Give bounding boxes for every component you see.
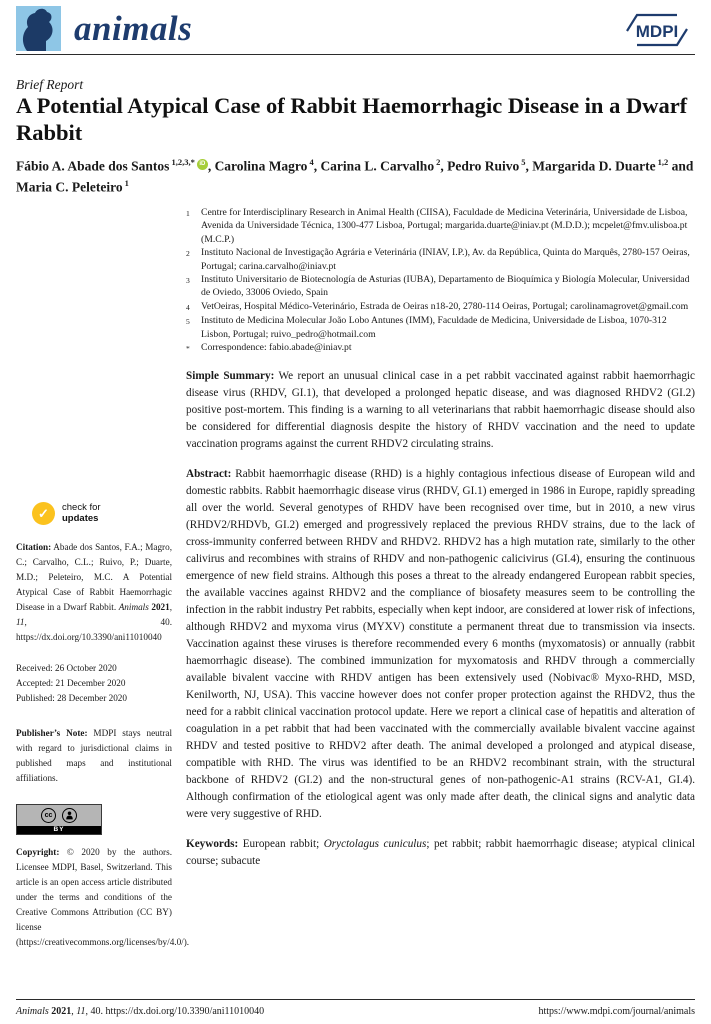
publisher-note bbox=[16, 726, 172, 786]
simple-summary-text: We report an unusual clinical case in a pet rabbit vaccinated against rabbit haemorrhagic disease virus (RHDV, GI.1), that developed a prolonged hepatic disease, and was diagnosed RHDV2 (GI.2) positive post-mortem. This finding is a warning to all veterinarians that rabbit haemorrhagic disease should also be considered for differential diagnosis despite the history of RHDV vaccination and the need to update vaccination programs against the current RHDV2 circulating strains. bbox=[186, 370, 695, 451]
citation-journal: Animals bbox=[118, 602, 149, 612]
cc-by-license-badge[interactable] bbox=[16, 804, 102, 835]
citation-volume: 11 bbox=[16, 617, 25, 627]
author-name: Carolina Magro bbox=[214, 158, 308, 174]
left-margin-column bbox=[16, 206, 190, 950]
author-name: Margarida D. Duarte bbox=[532, 158, 656, 174]
monkey-silhouette-icon bbox=[16, 6, 61, 51]
keywords-species-italic: Oryctolagus cuniculus bbox=[323, 838, 427, 851]
svg-text:MDPI: MDPI bbox=[635, 22, 679, 41]
copyright-text: © 2020 by the authors. Licensee MDPI, Basel, Switzerland. This article is an open access article distributed under the terms and conditions of the Creative Commons Attribution (CC BY) license (https://creativecommons.org/licenses/by/4.0/). bbox=[16, 847, 190, 947]
affiliation-text: Centre for Interdisciplinary Research in Animal Health (CIISA), Faculdade de Medicina Veterinária, Universidade de Lisboa, Avenida da Universidade Técnica, 1300-477 Lisboa, Portugal; margarida.duarte@iniav.pt (M.D.D.); mcpelet@fmv.ulisboa.pt (M.C.P.) bbox=[201, 207, 688, 245]
affiliation-number: 2 bbox=[186, 249, 190, 259]
cc-by-label: BY bbox=[17, 826, 101, 834]
affiliation-number: 4 bbox=[186, 302, 190, 312]
affiliation-item bbox=[186, 246, 695, 273]
affiliation-number: 3 bbox=[186, 276, 190, 286]
affiliation-text: Instituto Universitario de Biotecnología de Asturias (IUBA), Departamento de Bioquímica y Biología Molecular, Universidad de Oviedo, 33006 Oviedo, Spain bbox=[201, 274, 690, 299]
citation-label: Citation: bbox=[16, 542, 52, 552]
author-separator: , bbox=[440, 158, 448, 174]
affiliations-list bbox=[186, 206, 695, 355]
affiliation-item bbox=[186, 300, 695, 314]
journal-name: animals bbox=[74, 8, 193, 48]
check-icon: ✓ bbox=[32, 502, 55, 525]
author-separator: , bbox=[207, 158, 215, 174]
affiliation-number: 5 bbox=[186, 317, 190, 327]
author-name: Fábio A. Abade dos Santos bbox=[16, 158, 170, 174]
affiliation-text: Instituto Nacional de Investigação Agrária e Veterinária (INIAV, I.P.), Av. da República, Quinta do Marquês, 2780-157 Oeiras, Portugal; carina.carvalho@iniav.pt bbox=[201, 247, 690, 272]
author-affil-sup: 4 bbox=[309, 157, 314, 167]
publisher-note-text: MDPI stays neutral with regard to jurisdictional claims in published maps and institutional affiliations. bbox=[16, 728, 172, 783]
mdpi-logo bbox=[621, 9, 693, 51]
content-columns bbox=[16, 206, 695, 950]
copyright-block bbox=[16, 845, 190, 950]
author-affil-sup: 1,2 bbox=[657, 157, 669, 167]
footer-journal: Animals bbox=[16, 1006, 49, 1017]
published-date: Published: 28 December 2020 bbox=[16, 693, 127, 703]
simple-summary bbox=[186, 368, 695, 453]
author-name: Maria C. Peleteiro bbox=[16, 179, 123, 195]
keywords bbox=[186, 836, 695, 870]
authors-line bbox=[16, 156, 706, 198]
accepted-date: Accepted: 21 December 2020 bbox=[16, 678, 126, 688]
footer-doi-link[interactable]: , 40. https://dx.doi.org/10.3390/ani11010040 bbox=[85, 1006, 265, 1017]
affiliation-item bbox=[186, 273, 695, 300]
citation-text: Abade dos Santos, F.A.; Magro, C.; Carvalho, C.L.; Ruivo, P.; Duarte, M.D.; Peleteiro, M.C. A Potential Atypical Case of Rabbit Haemorrhagic Disease in a Dwarf Rabbit. bbox=[16, 542, 172, 612]
citation-comma: , bbox=[169, 602, 173, 612]
footer-comma: , bbox=[71, 1006, 77, 1017]
history-dates bbox=[16, 661, 172, 706]
author-separator: and bbox=[671, 158, 694, 174]
check-for-updates-badge[interactable] bbox=[32, 502, 172, 525]
author-name: Carina L. Carvalho bbox=[320, 158, 435, 174]
author-affil-sup: 1,2,3,* bbox=[171, 157, 195, 167]
footer-citation bbox=[16, 1006, 264, 1017]
affiliation-text: VetOeiras, Hospital Médico-Veterinário, Estrada de Oeiras n18-20, 2780-114 Oeiras, Portugal; carolinamagrovet@gmail.com bbox=[201, 300, 689, 312]
affiliation-number: 1 bbox=[186, 209, 190, 218]
footer-journal-url[interactable]: https://www.mdpi.com/journal/animals bbox=[538, 1006, 695, 1017]
simple-summary-label: Simple Summary: bbox=[186, 370, 275, 383]
badge-line1: check for bbox=[62, 502, 101, 513]
cc-badge-top bbox=[17, 805, 101, 826]
keywords-text: ; pet rabbit; rabbit haemorrhagic disease; atypical clinical course; subacute bbox=[186, 838, 696, 868]
header-rule bbox=[16, 54, 695, 55]
affiliation-text: Instituto de Medicina Molecular João Lobo Antunes (IMM), Faculdade de Medicina, Universidade de Lisboa, 1070-312 Lisbon, Portugal; ruivo_pedro@hotmail.com bbox=[201, 315, 667, 340]
citation-block bbox=[16, 540, 172, 645]
orcid-icon[interactable]: iD bbox=[197, 159, 208, 170]
affiliation-item bbox=[186, 206, 695, 246]
keywords-text: European rabbit; bbox=[242, 838, 324, 851]
mdpi-hexagon-icon bbox=[621, 9, 693, 51]
cc-icon: cc bbox=[41, 808, 56, 823]
author-separator: , bbox=[525, 158, 533, 174]
footer-rule bbox=[16, 999, 695, 1000]
footer-volume: 11 bbox=[76, 1006, 86, 1017]
received-date: Received: 26 October 2020 bbox=[16, 663, 117, 673]
check-for-updates-label bbox=[62, 503, 101, 524]
attribution-person-icon bbox=[62, 808, 77, 823]
author-separator: , bbox=[313, 158, 321, 174]
citation-doi-link[interactable]: , 40. https://dx.doi.org/10.3390/ani11010040 bbox=[16, 617, 172, 642]
copyright-label: Copyright: bbox=[16, 847, 60, 857]
author-affil-sup: 1 bbox=[124, 177, 129, 188]
animals-journal-logo bbox=[16, 6, 61, 51]
author-affil-sup: 5 bbox=[521, 157, 526, 167]
correspondence-item bbox=[186, 341, 695, 355]
footer-year: 2021 bbox=[51, 1006, 72, 1017]
main-column bbox=[186, 206, 695, 950]
abstract-label: Abstract: bbox=[186, 468, 232, 481]
citation-year: 2021 bbox=[151, 602, 170, 612]
keywords-label: Keywords: bbox=[186, 838, 239, 851]
abstract bbox=[186, 466, 695, 823]
correspondence-text: Correspondence: fabio.abade@iniav.pt bbox=[201, 342, 352, 354]
correspondence-marker: * bbox=[186, 344, 190, 354]
publisher-note-label: Publisher’s Note: bbox=[16, 728, 88, 738]
author-affil-sup: 2 bbox=[436, 157, 441, 167]
badge-line2: updates bbox=[62, 512, 99, 524]
author-name: Pedro Ruivo bbox=[447, 158, 520, 174]
abstract-text: Rabbit haemorrhagic disease (RHD) is a highly contagious infectious disease of European wild and domestic rabbits. Rabbit haemorrhagic disease virus (RHDV, GI.1) emerged in 1986 in Europe, rapidly spreading all over the world. Several genotypes of RHDV have been recognised over time, but in 2010, a new virus (RHDV2/RHDVb, GI.2) emerged and progressively replaced the previous RHDV strains, due to the lack of cross-immunity conferred between RHDV and RHDV2. RHDV2 has a high mutation rate, similarly to the other calivirus and recombines with strains of RHDV and non-pathogenic calicivirus (GI.4), ensuring the continuous emergence of new field strains. Although this poses a threat to the already endangered European rabbit species, the available vaccines against RHDV2 and the compliance of biosafety measures seem to be controlling the infection in the rabbit industry Pet rabbits, especially when kept indoor, are considered at lower risk of infections, although RHDV2 and myxoma virus (MYXV) constitute a permanent threat due to transmission via insects. Vaccination against these viruses is therefore recommended every 6 months (myxomatosis) or annually (rabbit haemorrhagic disease). The combined immunization for myxomatosis and RHDV through a commercially available bivalent vaccine with RHDV antigen has been extensively used (Nobivac® Myxo-RHD, MSD, Kenilworth, NJ, USA). This vaccine however does not confer proper protection against the RHDV2, thus the need for a rabbit clinical vaccination protocol update. Here we report a clinical case of hepatitis and alteration of coagulation in a pet rabbit that had been vaccinated with the commercially available bivalent vaccine against RHDV and tested positive to RHDV2 after death. The animal developed a prolonged and atypical disease, compatible with RHD. The virus was identified to be an RHDV2 recombinant strain, with the structural backbone of RHDV2 (GI.2) and the non-structural genes of non-pathogenic-A1 strains (RCV-A1, GI.4). Although confirmation of the etiological agent was only made after death, the clinical signs and analytic data were very suggestive of RHD. bbox=[186, 468, 695, 821]
article-type: Brief Report bbox=[16, 77, 84, 92]
affiliation-item bbox=[186, 314, 695, 341]
page-footer bbox=[16, 1006, 695, 1017]
page-title: A Potential Atypical Case of Rabbit Haemorrhagic Disease in a Dwarf Rabbit bbox=[16, 93, 688, 145]
journal-brand bbox=[16, 6, 192, 51]
